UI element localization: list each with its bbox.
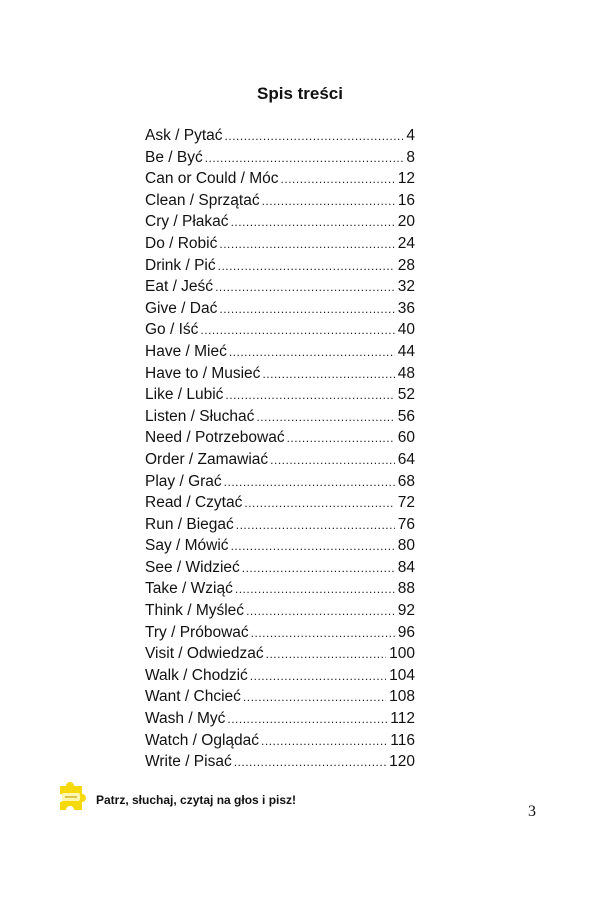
toc-leader-dots [256,407,394,428]
toc-leader-dots [219,299,394,320]
toc-entry-page: 80 [397,537,415,555]
toc-entry-page: 60 [397,429,415,447]
toc-entry-label: Give / Dać [145,299,218,317]
toc-entry [145,147,415,169]
toc-leader-dots [250,666,386,687]
toc-leader-dots [229,342,395,363]
toc-entry-page: 120 [389,753,415,771]
toc-entry [145,298,415,320]
toc-entry [145,578,415,600]
toc-entry-label: Eat / Jeść [145,278,214,296]
toc-entry-label: Read / Czytać [145,494,243,512]
toc-entry [145,643,415,665]
toc-entry-label: Be / Być [145,148,203,166]
toc-leader-dots [218,256,395,277]
toc-entry [145,665,415,687]
toc-entry-label: Order / Zamawiać [145,450,269,468]
toc-entry-page: 88 [397,580,415,598]
toc-entry [145,363,415,385]
toc-entry [145,384,415,406]
toc-entry [145,341,415,363]
toc-entry-page: 116 [390,731,415,749]
toc-entry-label: Play / Grać [145,472,222,490]
toc-entry [145,514,415,536]
toc-entry [145,319,415,341]
toc-entry-label: Walk / Chodzić [145,666,248,684]
toc-leader-dots [266,644,387,665]
toc-leader-dots [236,515,395,536]
toc-entry-page: 100 [389,645,415,663]
toc-leader-dots [225,126,404,147]
toc-leader-dots [287,428,395,449]
toc-entry [145,255,415,277]
toc-entry [145,708,415,730]
toc-entry-page: 64 [397,450,415,468]
toc-entry-label: See / Widzieć [145,558,240,576]
toc-entry-label: Want / Chcieć [145,688,241,706]
toc-leader-dots [242,558,395,579]
toc-leader-dots [227,709,387,730]
toc-leader-dots [262,364,394,385]
toc-entry-page: 24 [397,234,415,252]
toc-entry-page: 8 [406,148,415,166]
toc-entry-page: 36 [397,299,415,317]
toc-leader-dots [205,148,404,169]
toc-leader-dots [246,601,395,622]
toc-entry-label: Like / Lubić [145,386,224,404]
toc-entry-label: Listen / Słuchać [145,407,255,425]
toc-leader-dots [219,234,394,255]
toc-entry-page: 40 [397,321,415,339]
toc-entry-page: 92 [397,602,415,620]
toc-entry-page: 48 [397,364,415,382]
toc-entry [145,276,415,298]
toc-entry-label: Clean / Sprzątać [145,191,260,209]
toc-entry-page: 76 [397,515,415,533]
toc-entry-label: Drink / Pić [145,256,216,274]
toc-entry-page: 4 [406,127,415,144]
toc-entry [145,730,415,752]
toc-entry [145,168,415,190]
toc-entry-page: 32 [397,278,415,296]
toc-entry [145,557,415,579]
toc-leader-dots [231,212,395,233]
toc-entry-label: Take / Wziąć [145,580,233,598]
toc-leader-dots [281,169,395,190]
toc-entry-label: Do / Robić [145,234,218,252]
puzzle-logo-icon [52,780,90,816]
toc-leader-dots [262,191,395,212]
toc-entry-page: 84 [397,558,415,576]
toc-leader-dots [215,277,395,298]
toc-entry-page: 104 [389,666,415,684]
toc-entry-page: 68 [397,472,415,490]
toc-entry-label: Write / Pisać [145,753,232,771]
toc-entry-label: Say / Mówić [145,537,229,555]
toc-entry [145,125,415,147]
toc-entry [145,492,415,514]
toc-entry-label: Try / Próbować [145,623,249,641]
toc-entry-page: 16 [397,191,415,209]
toc-entry-page: 96 [397,623,415,641]
toc-entry [145,622,415,644]
toc-entry-label: Wash / Myć [145,710,226,728]
toc-entry-page: 20 [397,213,415,231]
toc-entry-label: Have / Mieć [145,342,227,360]
toc-entry [145,686,415,708]
toc-leader-dots [243,687,386,708]
toc-leader-dots [231,536,395,557]
toc-entry-label: Need / Potrzebować [145,429,285,447]
toc-entry [145,600,415,622]
toc-entry [145,449,415,471]
toc-entry-label: Watch / Oglądać [145,731,260,749]
toc-entry-page: 72 [397,494,415,512]
toc-entry-label: Ask / Pytać [145,127,223,144]
toc-entry-label: Cry / Płakać [145,213,229,231]
toc-entry-page: 28 [397,256,415,274]
toc-entry-label: Run / Biegać [145,515,234,533]
footer-slogan: Patrz, słuchaj, czytaj na głos i pisz! [96,793,297,807]
toc-entry-label: Have to / Musieć [145,364,261,382]
toc-leader-dots [200,320,394,341]
toc-entry-page: 56 [397,407,415,425]
toc-leader-dots [225,385,394,406]
toc-entry-page: 12 [397,170,415,188]
toc-leader-dots [224,472,395,493]
toc-leader-dots [234,752,386,773]
toc-entry [145,406,415,428]
toc-entry-page: 108 [389,688,415,706]
toc-entry-page: 52 [397,386,415,404]
toc-entry [145,471,415,493]
page-title: Spis treści [257,84,343,103]
table-of-contents [145,125,415,773]
toc-entry-label: Go / Iść [145,321,199,339]
toc-leader-dots [261,731,387,752]
toc-entry-label: Think / Myśleć [145,602,245,620]
toc-entry-page: 112 [390,710,415,728]
toc-entry [145,233,415,255]
toc-entry [145,427,415,449]
page-number: 3 [528,803,536,820]
toc-entry-label: Visit / Odwiedzać [145,645,264,663]
toc-entry [145,190,415,212]
toc-leader-dots [251,623,395,644]
toc-leader-dots [244,493,394,514]
toc-entry-label: Can or Could / Móc [145,170,279,188]
toc-entry [145,535,415,557]
toc-entry [145,751,415,773]
toc-leader-dots [235,579,395,600]
toc-entry [145,211,415,233]
toc-leader-dots [270,450,395,471]
toc-entry-page: 44 [397,342,415,360]
